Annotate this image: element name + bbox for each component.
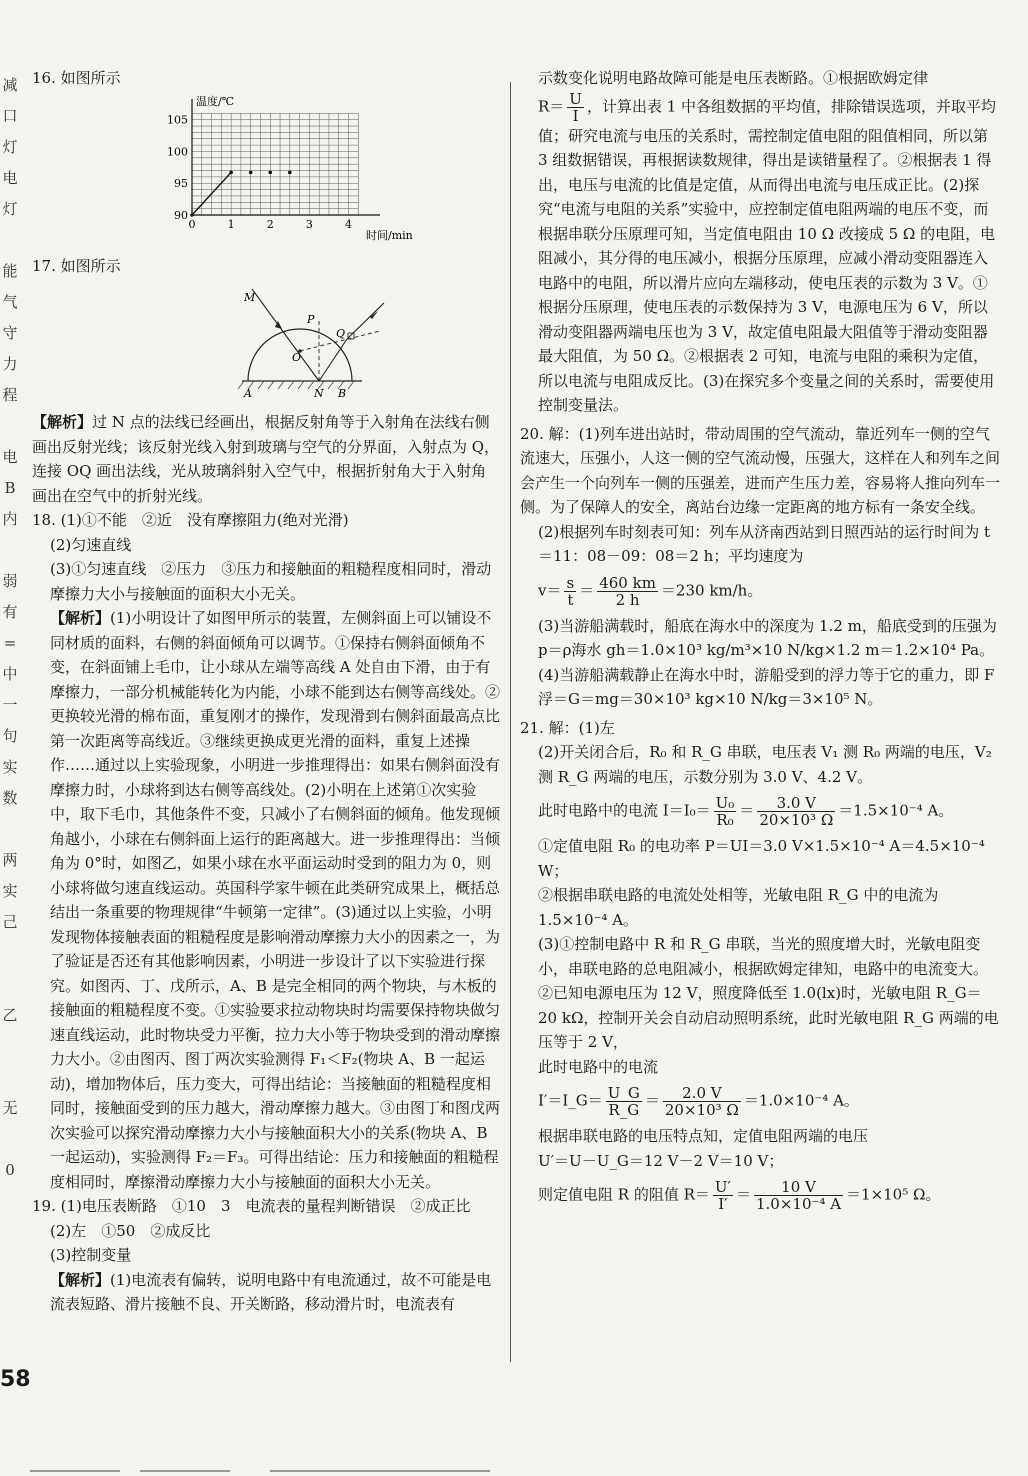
margin-char: 灯 — [2, 200, 18, 218]
margin-char: 句 — [2, 727, 18, 745]
margin-char — [0, 225, 20, 256]
margin-char: 内 — [2, 510, 18, 528]
footer-rule — [30, 1470, 120, 1472]
q21-part-7: 此时电路中的电流 — [538, 1057, 659, 1076]
label-N: N — [314, 386, 324, 400]
q16-temperature-chart — [147, 93, 413, 243]
margin-char — [0, 1186, 20, 1217]
margin-char: 中 — [2, 665, 18, 683]
margin-char: 实 — [2, 758, 18, 776]
y-tick-label: 90 — [174, 208, 188, 222]
y-tick-label: 95 — [174, 176, 188, 190]
margin-char: 两 — [2, 851, 18, 869]
q20-part-3: (3)当游船满载时，船底在海水中的深度为 1.2 m，船底受到的压强为 — [538, 616, 997, 635]
margin-char: 力 — [2, 355, 18, 373]
fraction: $\frac{U}{I}$ — [569, 89, 582, 125]
q18-answer-3: (3)①匀速直线 ②压力 ③压力和接触面的粗糙程度相同时，滑动摩擦力大小与接触面的面积大小无关。 — [50, 560, 492, 603]
q21-part-6: ②已知电源电压为 12 V，照度降低至 1.0(lx)时，光敏电阻 R_G＝20 kΩ，控制开关会自动启动照明系统，此时光敏电阻 R_G 两端的电压等于 2 V， — [538, 984, 999, 1051]
margin-char: 程 — [2, 386, 18, 404]
q19-answer-2: (2)左 ①50 ②成反比 — [50, 1221, 211, 1240]
footer-rule — [140, 1470, 230, 1472]
q21-part-8: 根据串联电路的电压特点知，定值电阻两端的电压 — [538, 1127, 869, 1145]
x-tick-label: 2 — [266, 217, 274, 231]
q19-answer-3: (3)控制变量 — [50, 1246, 132, 1264]
margin-char: 己 — [2, 913, 18, 931]
q21-part-1: 21. 解：(1)左 — [520, 718, 615, 737]
label-A: A — [244, 386, 252, 400]
q18-answer-2: (2)匀速直线 — [50, 535, 132, 554]
y-tick-label: 100 — [167, 144, 188, 158]
label-B: B — [338, 386, 347, 400]
margin-char: 电 — [2, 169, 18, 187]
q20-part-4: (4)当游船满载静止在海水中时，游船受到的浮力等于它的重力，即 F浮＝G＝mg＝30×10³ kg×10 N/kg＝3×10⁵ N。 — [538, 665, 995, 708]
x-axis-label: 时间/min — [366, 228, 413, 242]
margin-char — [0, 1062, 20, 1093]
q17-analysis: 【解析】过 N 点的法线已经画出，根据反射角等于入射角在法线右侧画出反射光线；该反射光线入射到玻璃与空气的分界面，入射点为 Q，连接 OQ 画出法线，光从玻璃斜射入空气中，根据折射角大于入射角画出在空气中的折射光线。 — [32, 413, 500, 505]
column-divider — [510, 82, 511, 1362]
q16-label: 16. 如图所示 — [32, 69, 121, 87]
margin-char — [0, 1124, 20, 1155]
q21-part-2: (2)开关闭合后，R₀ 和 R_G 串联，电压表 V₁ 测 R₀ 两端的电压，V₂ 测 R_G 两端的电压，示数分别为 3.0 V、4.2 V。 — [538, 743, 992, 786]
margin-char: 一 — [2, 696, 18, 714]
data-point — [288, 170, 292, 174]
x-tick-label: 4 — [345, 217, 353, 231]
margin-char: B — [4, 479, 16, 497]
q20-pressure-formula: p＝ρ海水 gh＝1.0×10³ kg/m³×10 N/kg×1.2 m＝1.2×10⁴ Pa。 — [538, 641, 995, 659]
margin-char: 无 — [2, 1099, 18, 1117]
q19-answer-1: 19. (1)电压表断路 ①10 3 电流表的量程判断错误 ②成正比 — [32, 1197, 471, 1215]
label-M: M — [244, 290, 256, 304]
q20-speed-formula: v＝ $\frac{s}{t}$ ＝ $\frac{460 km}{2 h}$ ＝230 km/h。 — [538, 573, 763, 609]
label-O: O — [292, 350, 302, 364]
analysis-tag: 【解析】 — [50, 1270, 111, 1289]
margin-char: 口 — [2, 107, 18, 125]
q21-current-formula-2: I′＝I_G＝ $\frac{U\_G}{R\_G}$ ＝ $\frac{2.0 V}{\text{20×10³ Ω}}$ ＝1.0×10⁻⁴ A。 — [538, 1084, 859, 1119]
data-point — [229, 170, 233, 174]
q21-part-5: (3)①控制电路中 R 和 R_G 串联，当光的照度增大时，光敏电阻变小，串联电路的总电阻减小，根据欧姆定律知，电路中的电流变大。 — [538, 935, 989, 978]
q17-light-diagram — [212, 281, 412, 399]
margin-char: 0 — [5, 1161, 15, 1179]
margin-char: 气 — [2, 293, 18, 311]
analysis-tag: 【解析】 — [32, 413, 93, 431]
label-Q: Q — [336, 326, 346, 340]
x-tick-label: 3 — [305, 217, 313, 231]
y-tick-label: 105 — [167, 113, 188, 127]
margin-char: 减 — [2, 76, 18, 94]
margin-char: 守 — [2, 324, 18, 342]
margin-char: 数 — [2, 789, 18, 807]
margin-char — [0, 938, 20, 969]
right-column — [520, 66, 1000, 1218]
data-point — [249, 170, 253, 174]
margin-char — [0, 411, 20, 442]
left-column — [32, 66, 500, 1317]
q20-part-2: (2)根据列车时刻表可知：列车从济南西站到日照西站的运行时间为 t＝11：08－09：08＝2 h；平均速度为 — [538, 522, 991, 565]
margin-char: 有 — [2, 603, 18, 621]
margin-char — [0, 1031, 20, 1062]
footer-rule — [270, 1470, 490, 1472]
q18-answer-1: 18. (1)①不能 ②近 没有摩擦阻力(绝对光滑) — [32, 511, 349, 529]
q21-current-formula: 此时电路中的电流 I＝I₀＝ $\frac{\text{U₀}}{\text{R₀}}$ ＝ $\frac{3.0 V}{\text{20×10³ Ω}}$ ＝1.5×10⁻⁴ A。 — [538, 794, 954, 829]
q19-continuation-2: R＝ $\frac{U}{I}$ ，计算出表 1 中各组数据的平均值，排除错误选项，并取平均值；研究电流与电压的关系时，需控制定值电阻的阻值相同，所以第 3 组数据错误，再根据读数规律，得出是读错量程了。②根据表 1 得出，电压与电流的比值是定值，从而得出电流与电压成正比。(2)探究“电流与电阻的关系”实验中，应控制定值电阻两端的电压不变，而根据串联分压原理可知，当定值电阻由 10 Ω 改接成 5 Ω 的电阻，电阻减小，其分得的电压减小，根据分压原理，应减小滑动变阻器连入电路中的电阻，所以滑片应向左端移动，使电压表的示数为 3 V。①根据分压原理，使电压表的示数保持为 3 V，电源电压为 6 V，所以滑动变阻器两端电压也为 3 V，故定值电阻最大阻值等于滑动变阻器最大阻值，为 50 Ω。②根据表 2 可知，电流与电阻的乘积为定值，所以电流与电阻成反比。(3)在探究多个变量之间的关系时，需要使用控制变量法。 — [538, 89, 997, 414]
margin-char — [0, 535, 20, 566]
margin-char: 弱 — [2, 572, 18, 590]
q17-label: 17. 如图所示 — [32, 257, 121, 275]
margin-char: 实 — [2, 882, 18, 900]
q21-part-3: ①定值电阻 R₀ 的电功率 P＝UI＝3.0 V×1.5×10⁻⁴ A＝4.5×10⁻⁴ W； — [538, 837, 985, 880]
data-point — [268, 170, 272, 174]
margin-strip — [0, 70, 20, 1360]
page-number: 58 — [0, 1367, 31, 1392]
margin-char: = — [3, 634, 17, 652]
x-tick-label: 1 — [227, 217, 235, 231]
margin-char — [0, 814, 20, 845]
margin-char: 乙 — [2, 1006, 18, 1024]
data-point — [190, 213, 194, 217]
q21-resistance-formula: 则定值电阻 R 的阻值 R＝ $\frac{U'}{I'}$ ＝ $\frac{10 V}{\text{1.0×10⁻⁴ A}}$ ＝1×10⁵ Ω。 — [538, 1178, 941, 1213]
label-P: P — [307, 312, 315, 326]
x-tick-label: 0 — [188, 217, 196, 231]
margin-char: 灯 — [2, 138, 18, 156]
q19-analysis: 【解析】(1)电流表有偏转，说明电路中有电流通过，故不可能是电流表短路、滑片接触不良、开关断路，移动滑片时，电流表有 — [50, 1270, 492, 1313]
y-axis-label: 温度/℃ — [196, 94, 235, 108]
q18-analysis: 【解析】(1)小明设计了如图甲所示的装置，左侧斜面上可以铺设不同材质的面料，右侧的斜面倾角可以调节。①保持右侧斜面倾角不变，在斜面铺上毛巾，让小球从左端等高线 A 处自由下滑，由于有摩擦力，一部分机械能转化为内能，小球不能到达右侧等高线处。②更换较光滑的棉布面，重复刚才的操作，发现滑到右侧斜面最高点比第一次距离等高线近。③继续更换成更光滑的面料，重复上述操作……通过以上实验现象，小明进一步推理得出：如果右侧斜面没有摩擦力时，小球将到达右侧等高线处。(2)小明在上述第①次实验中，取下毛巾，其他条件不变，只减小了右侧斜面的倾角。他发现倾角越小，小球在右侧斜面上运行的距离越大。进一步推理得出：当倾角为 0°时，如图乙，如果小球在水平面运动时受到的阻力为 0，则小球将做匀速直线运动。英国科学家牛顿在此类研究成果上，概括总结出一条重要的物理规律“牛顿第一定律”。(3)通过以上实验，小明发现物体接触表面的粗糙程度是影响滑动摩擦力大小的因素之一，为了验证是否还有其他影响因素，小明进一步设计了以下实验进行探究。如图丙、丁、戊所示，A、B 是完全相同的两个物块，与木板的接触面的粗糙程度不变。①实验要求拉动物块时均需要保持物块做匀速直线运动，此时物块受力平衡，拉力大小等于物块受到的滑动摩擦力大小。②由图丙、图丁两次实验测得 F₁＜F₂(物块 A、B 一起运动)，增加物体后，压力变大，可得出结论：当接触面的粗糙程度相同时，接触面受到的压力越大，滑动摩擦力越大。③由图丁和图戊两次实验可以探究滑动摩擦力大小与接触面积大小的关系(物块 A、B 一起运动)，实验测得 F₂＝F₃。可得出结论：压力和接触面的粗糙程度相同时，摩擦滑动摩擦力大小与接触面的面积大小无关。 — [50, 609, 501, 1191]
margin-char: 电 — [2, 448, 18, 466]
margin-char: 能 — [2, 262, 18, 280]
analysis-tag: 【解析】 — [50, 609, 111, 627]
margin-char — [0, 969, 20, 1000]
q20-part-1: 20. 解：(1)列车进出站时，带动周围的空气流动，靠近列车一侧的空气流速大，压强小，人这一侧的空气流动慢，压强大，这样在人和列车之间会产生一个向列车一侧的压强差，进而产生压力差，容易将人推向列车一侧。为了保障人的安全，离站台边缘一定距离的地方标有一条安全线。 — [520, 424, 1001, 516]
q21-part-9: U′＝U－U_G＝12 V－2 V＝10 V； — [538, 1151, 784, 1170]
q19-continuation: 示数变化说明电路故障可能是电压表断路。①根据欧姆定律 — [538, 69, 929, 87]
q21-part-4: ②根据串联电路的电流处处相等，光敏电阻 R_G 中的电流为 1.5×10⁻⁴ A。 — [538, 886, 939, 929]
